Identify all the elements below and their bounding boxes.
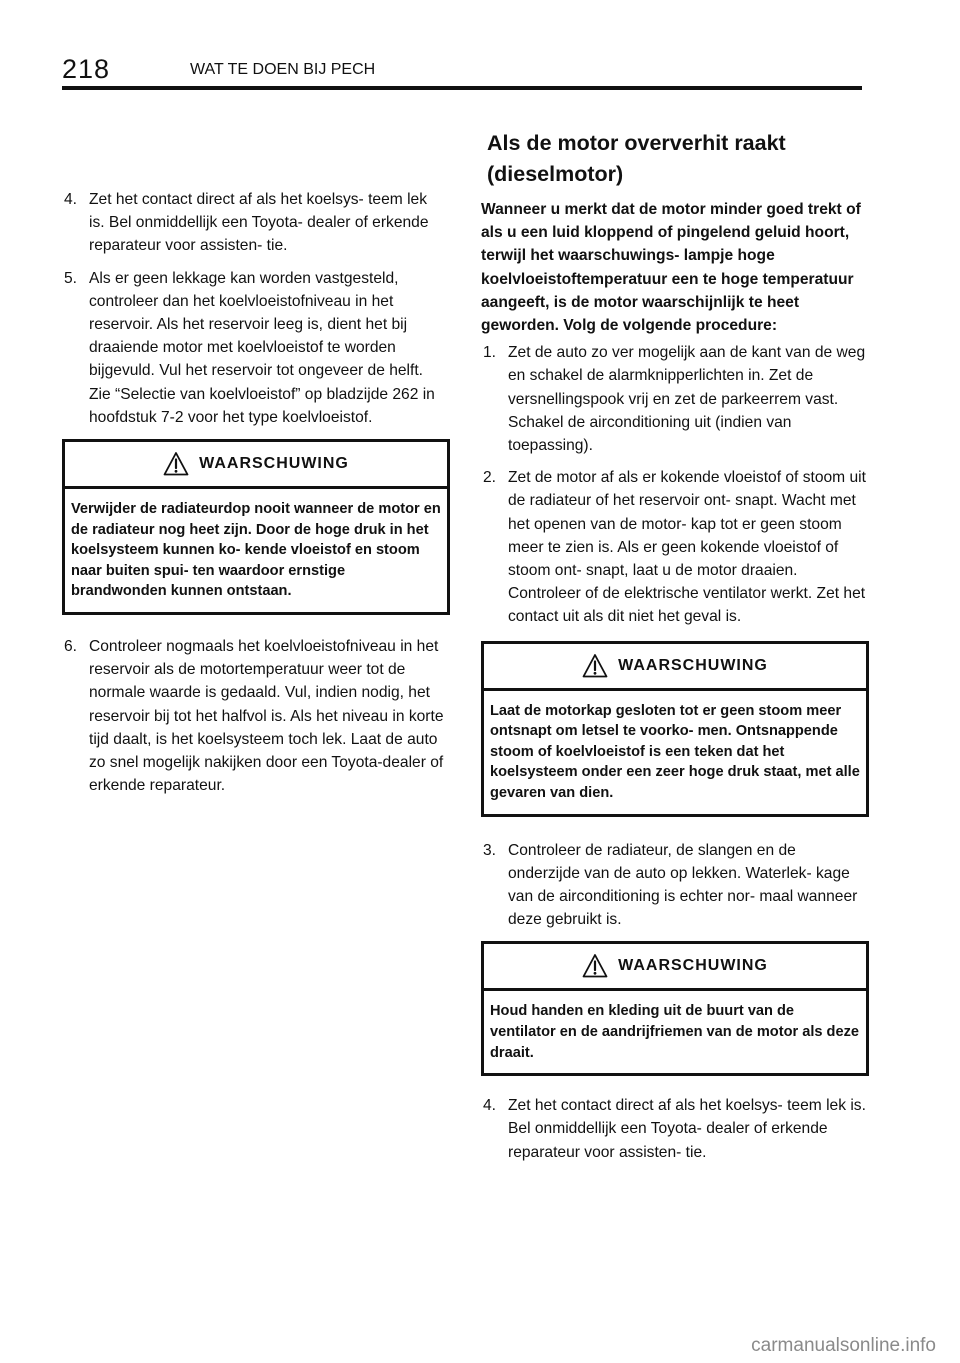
section-title: WAT TE DOEN BIJ PECH: [190, 61, 376, 78]
item-number: 4.: [483, 1097, 497, 1115]
warning-text: Verwijder de radiateurdop nooit wanneer de motor en de radiateur nog heet zijn. Door de hoge druk in het koelsysteem kunnen ko- kende vloeistof en stoom naar buiten spui- ten waardoor ernstige brandwonden kunnen ontstaan.: [71, 501, 441, 600]
warning-triangle-icon: [163, 451, 189, 477]
page-number: 218: [62, 54, 111, 84]
item-text: Controleer nogmaals het koelvloeistofniveau in het reservoir als de motortemperatuur weer tot de normale waarde is gedaald. Vul, indien nodig, het reservoir bij tot het halfvol is. Als het niveau in korte tijd daalt, is het koelsysteem toch lek. Laat de auto zo snel mogelijk nakijken door een Toyota-dealer of erkende reparateur.: [89, 638, 444, 795]
warning-box: [481, 641, 869, 817]
item-number: 1.: [483, 344, 497, 362]
warning-label: WAARSCHUWING: [618, 656, 768, 674]
warning-header: [484, 944, 866, 991]
watermark-link[interactable]: carmanualsonline.info: [751, 1335, 936, 1356]
item-text: Zet de motor af als er kokende vloeistof of stoom uit de radiateur of het reservoir ont- snapt. Wacht met het openen van de motor- kap tot er geen stoom meer te zien is. Als er geen kokende vloeistof of stoom ont- snapt, laat u de motor draaien. Controleer of de elektrische ventilator werkt. Zet het contact uit als dit niet het geval is.: [508, 469, 866, 626]
warning-text: Houd handen en kleding uit de buurt van de ventilator en de aandrijfriemen van de motor als deze draait.: [490, 1003, 860, 1061]
section-heading: Als de motor oververhit raakt (dieselmotor): [487, 131, 786, 186]
list-item: [62, 188, 444, 258]
left-column: [62, 188, 444, 806]
item-number: 4.: [64, 191, 78, 208]
page-header: [62, 50, 862, 90]
warning-label: WAARSCHUWING: [618, 957, 768, 975]
right-column: [481, 128, 869, 1173]
list-item: [62, 267, 444, 429]
list-item: [62, 635, 444, 797]
item-text: Zet de auto zo ver mogelijk aan de kant van de weg en schakel de alarmknipperlichten in. Zet de versnellingspook vrij en zet de parkeerrem vast. Schakel de airconditioning uit (indien van toepassing).: [508, 344, 866, 455]
item-text: Als er geen lekkage kan worden vastgesteld, controleer dan het koelvloeistofniveau in het reservoir. Als het reservoir leeg is, dient het bij draaiende motor met koelvloeistof te worden bijgevuld. Vul het reservoir tot ongeveer de helft. Zie “Selectie van koelvloeistof” op bladzijde 262 in hoofdstuk 7-2 voor het type koelvloeistof.: [89, 269, 435, 426]
item-text: Zet het contact direct af als het koelsys- teem lek is. Bel onmiddellijk een Toyota- dealer of erkende reparateur voor assisten- tie.: [508, 1097, 866, 1161]
header-rule: [62, 86, 862, 90]
list-item: [481, 466, 869, 628]
item-number: 6.: [64, 638, 78, 655]
item-number: 3.: [483, 841, 497, 859]
warning-label: WAARSCHUWING: [199, 455, 349, 473]
item-text: Zet het contact direct af als het koelsys- teem lek is. Bel onmiddellijk een Toyota- dealer of erkende reparateur voor assisten- tie.: [89, 191, 429, 255]
list-item: [481, 1094, 869, 1164]
item-text: Controleer de radiateur, de slangen en de onderzijde van de auto op lekken. Waterlek- kage van de airconditioning is echter nor- maal wanneer deze gebruikt is.: [508, 841, 858, 929]
intro-paragraph: Wanneer u merkt dat de motor minder goed trekt of als u een luid kloppend of pingelend geluid hoort, terwijl het waarschuwings- lampje hoge koelvloeistoftemperatuur een te hoge temperatuur aangeeft, is de motor waarschijnlijk te heet geworden. Volg de volgende procedure:: [481, 201, 861, 335]
warning-text: Laat de motorkap gesloten tot er geen stoom meer ontsnapt om letsel te voorko- men. Ontsnappende stoom of koelvloeistof is een teken dat het koelsysteem onder een zeer hoge druk staat, met alle gevaren van dien.: [490, 702, 860, 802]
warning-box: [62, 439, 450, 615]
warning-triangle-icon: [582, 953, 608, 979]
warning-header: [484, 644, 866, 691]
warning-header: [65, 442, 447, 489]
list-item: [481, 341, 869, 457]
item-number: 5.: [64, 269, 78, 287]
item-number: 2.: [483, 469, 497, 487]
warning-triangle-icon: [582, 653, 608, 679]
warning-box: [481, 941, 869, 1076]
list-item: [481, 839, 869, 932]
